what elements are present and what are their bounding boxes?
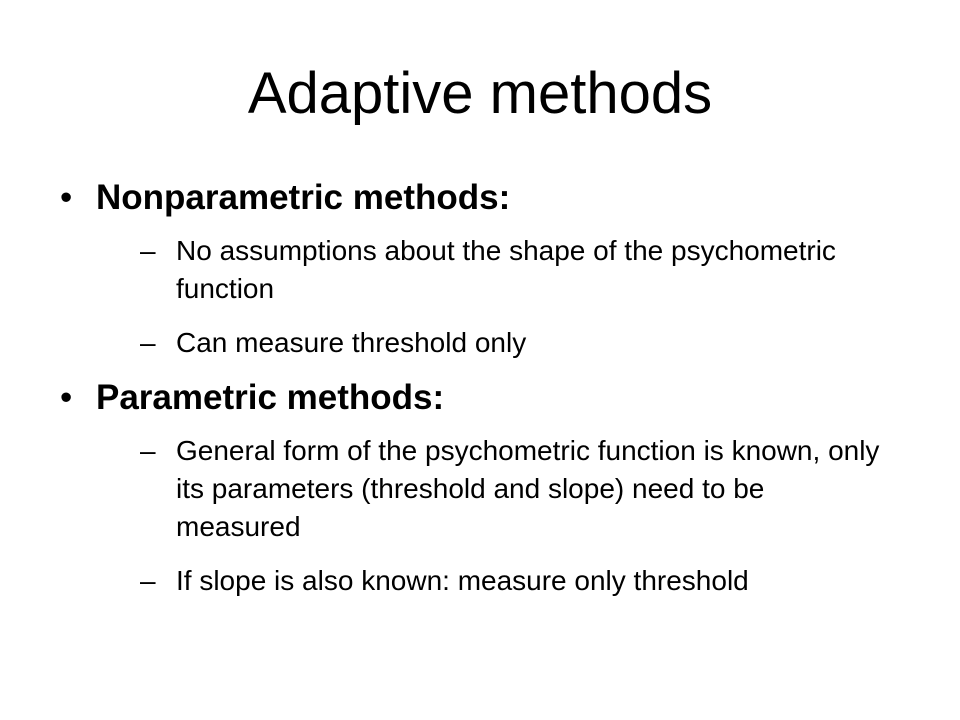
slide-title: Adaptive methods: [247, 61, 713, 126]
sub-list: [96, 232, 920, 362]
bullet-list: [60, 176, 920, 600]
sub-item-text: General form of the psychometric function is known, only its parameters (threshold and slope) need to be measured: [176, 435, 880, 542]
bullet-dot-icon: •: [60, 378, 73, 417]
bullet-dot-icon: •: [60, 178, 73, 217]
bullet-heading: Parametric methods:: [96, 378, 445, 417]
sub-item-general-form: [96, 432, 920, 546]
bullet-heading: Nonparametric methods:: [96, 178, 511, 217]
dash-icon: –: [140, 235, 156, 266]
dash-icon: –: [140, 327, 156, 358]
sub-item-text: Can measure threshold only: [176, 327, 527, 358]
sub-item-slope-known: [96, 562, 920, 600]
bullet-nonparametric: [60, 176, 920, 362]
sub-list: [96, 432, 920, 600]
dash-icon: –: [140, 435, 156, 466]
sub-item-text: No assumptions about the shape of the psychometric function: [176, 235, 836, 304]
sub-item-threshold-only: [96, 324, 920, 362]
dash-icon: –: [140, 565, 156, 596]
sub-item-no-assumptions: [96, 232, 920, 308]
sub-item-text: If slope is also known: measure only threshold: [176, 565, 749, 596]
bullet-parametric: [60, 376, 920, 600]
